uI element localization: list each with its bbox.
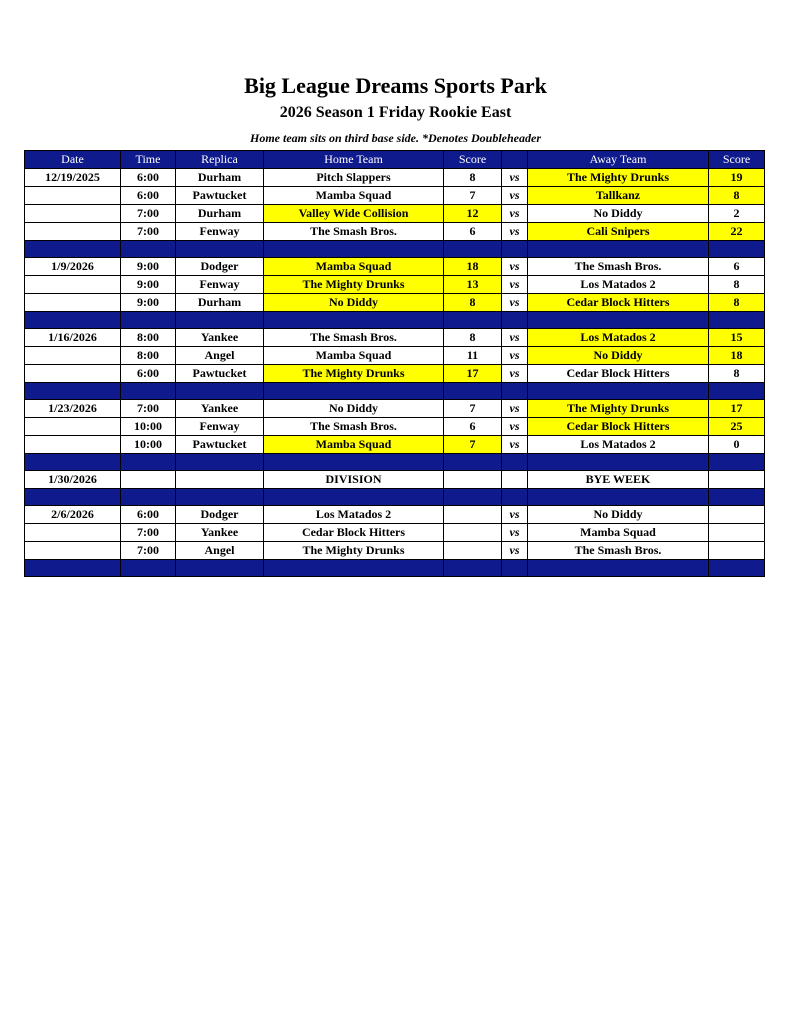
game-row <box>25 400 765 418</box>
date-cell <box>25 276 121 294</box>
game-row <box>25 542 765 560</box>
away-team-cell: Cali Snipers <box>528 223 709 241</box>
separator-cell <box>709 489 765 506</box>
replica-cell: Dodger <box>176 506 264 524</box>
vs-cell: vs <box>502 223 528 241</box>
replica-cell: Durham <box>176 205 264 223</box>
separator-cell <box>264 241 444 258</box>
home-team-cell: The Mighty Drunks <box>264 276 444 294</box>
separator-cell <box>121 241 176 258</box>
away-score-cell: 6 <box>709 258 765 276</box>
away-team-cell: Mamba Squad <box>528 524 709 542</box>
date-cell: 1/30/2026 <box>25 471 121 489</box>
home-team-cell: Cedar Block Hitters <box>264 524 444 542</box>
game-row <box>25 436 765 454</box>
replica-cell: Angel <box>176 347 264 365</box>
separator-cell <box>264 454 444 471</box>
home-team-cell: The Mighty Drunks <box>264 365 444 383</box>
away-score-cell: 19 <box>709 169 765 187</box>
schedule-note: Home team sits on third base side. *Denotes Doubleheader <box>250 131 541 145</box>
away-score-cell <box>709 506 765 524</box>
time-cell: 10:00 <box>121 436 176 454</box>
vs-cell: vs <box>502 400 528 418</box>
home-team-cell: Mamba Squad <box>264 258 444 276</box>
separator-cell <box>25 241 121 258</box>
replica-cell: Angel <box>176 542 264 560</box>
col-header-home-team: Home Team <box>264 151 444 169</box>
home-score-cell: 7 <box>444 436 502 454</box>
away-team-cell: Cedar Block Hitters <box>528 418 709 436</box>
separator-cell <box>121 383 176 400</box>
separator-cell <box>121 312 176 329</box>
week-separator-row <box>25 560 765 577</box>
separator-cell <box>502 312 528 329</box>
replica-cell: Yankee <box>176 329 264 347</box>
page-subtitle: 2026 Season 1 Friday Rookie East <box>279 104 512 121</box>
separator-cell <box>264 312 444 329</box>
replica-cell: Pawtucket <box>176 436 264 454</box>
date-cell <box>25 365 121 383</box>
game-row <box>25 506 765 524</box>
home-team-cell: Mamba Squad <box>264 436 444 454</box>
separator-cell <box>502 489 528 506</box>
vs-cell: vs <box>502 205 528 223</box>
home-score-cell: 7 <box>444 187 502 205</box>
vs-cell: vs <box>502 187 528 205</box>
separator-cell <box>25 489 121 506</box>
away-team-cell: Los Matados 2 <box>528 329 709 347</box>
date-cell: 2/6/2026 <box>25 506 121 524</box>
home-team-cell: Pitch Slappers <box>264 169 444 187</box>
game-row <box>25 258 765 276</box>
game-row <box>25 294 765 312</box>
away-score-cell: 18 <box>709 347 765 365</box>
replica-cell: Durham <box>176 169 264 187</box>
away-score-cell: 8 <box>709 365 765 383</box>
vs-cell: vs <box>502 542 528 560</box>
time-cell: 6:00 <box>121 187 176 205</box>
home-score-cell: 17 <box>444 365 502 383</box>
away-score-cell: 8 <box>709 187 765 205</box>
separator-cell <box>709 312 765 329</box>
away-team-cell: No Diddy <box>528 506 709 524</box>
away-team-cell: The Smash Bros. <box>528 258 709 276</box>
away-team-cell: Los Matados 2 <box>528 276 709 294</box>
separator-cell <box>121 489 176 506</box>
replica-cell: Fenway <box>176 223 264 241</box>
schedule-table <box>24 150 765 577</box>
time-cell: 7:00 <box>121 542 176 560</box>
home-team-cell: Valley Wide Collision <box>264 205 444 223</box>
separator-cell <box>25 454 121 471</box>
home-team-cell: The Smash Bros. <box>264 329 444 347</box>
separator-cell <box>528 241 709 258</box>
separator-cell <box>709 383 765 400</box>
separator-cell <box>264 560 444 577</box>
date-cell <box>25 418 121 436</box>
time-cell: 6:00 <box>121 169 176 187</box>
week-separator-row <box>25 454 765 471</box>
away-team-cell: No Diddy <box>528 205 709 223</box>
home-team-cell: The Mighty Drunks <box>264 542 444 560</box>
away-team-cell: The Smash Bros. <box>528 542 709 560</box>
away-team-cell: Cedar Block Hitters <box>528 294 709 312</box>
home-score-cell: 7 <box>444 400 502 418</box>
replica-cell: Yankee <box>176 524 264 542</box>
home-score-cell: 8 <box>444 294 502 312</box>
time-cell: 8:00 <box>121 347 176 365</box>
date-cell <box>25 524 121 542</box>
home-team-cell: No Diddy <box>264 294 444 312</box>
separator-cell <box>444 454 502 471</box>
vs-cell: vs <box>502 365 528 383</box>
date-cell <box>25 436 121 454</box>
vs-cell: vs <box>502 418 528 436</box>
separator-cell <box>444 489 502 506</box>
time-cell: 8:00 <box>121 329 176 347</box>
away-score-cell <box>709 524 765 542</box>
replica-cell: Pawtucket <box>176 187 264 205</box>
away-team-cell: BYE WEEK <box>528 471 709 489</box>
separator-cell <box>444 241 502 258</box>
date-cell <box>25 223 121 241</box>
home-score-cell: 12 <box>444 205 502 223</box>
separator-cell <box>25 312 121 329</box>
home-team-cell: No Diddy <box>264 400 444 418</box>
date-cell <box>25 542 121 560</box>
home-team-cell: Mamba Squad <box>264 187 444 205</box>
home-score-cell: 6 <box>444 223 502 241</box>
game-row <box>25 223 765 241</box>
away-score-cell: 8 <box>709 276 765 294</box>
time-cell: 7:00 <box>121 223 176 241</box>
home-team-cell: Mamba Squad <box>264 347 444 365</box>
separator-cell <box>176 560 264 577</box>
separator-cell <box>176 454 264 471</box>
separator-cell <box>709 241 765 258</box>
home-score-cell: 8 <box>444 329 502 347</box>
away-score-cell: 8 <box>709 294 765 312</box>
replica-cell: Fenway <box>176 276 264 294</box>
time-cell: 9:00 <box>121 276 176 294</box>
separator-cell <box>709 560 765 577</box>
vs-cell <box>502 471 528 489</box>
schedule-body <box>25 169 765 577</box>
home-score-cell: 6 <box>444 418 502 436</box>
time-cell: 9:00 <box>121 294 176 312</box>
away-score-cell: 2 <box>709 205 765 223</box>
away-score-cell: 0 <box>709 436 765 454</box>
replica-cell: Yankee <box>176 400 264 418</box>
separator-cell <box>528 312 709 329</box>
replica-cell <box>176 471 264 489</box>
date-cell: 1/16/2026 <box>25 329 121 347</box>
away-team-cell: Los Matados 2 <box>528 436 709 454</box>
home-score-cell <box>444 506 502 524</box>
separator-cell <box>121 454 176 471</box>
vs-cell: vs <box>502 294 528 312</box>
game-row <box>25 187 765 205</box>
vs-cell: vs <box>502 347 528 365</box>
date-cell: 12/19/2025 <box>25 169 121 187</box>
separator-cell <box>502 241 528 258</box>
separator-cell <box>176 383 264 400</box>
week-separator-row <box>25 489 765 506</box>
home-score-cell: 18 <box>444 258 502 276</box>
away-score-cell <box>709 542 765 560</box>
game-row <box>25 276 765 294</box>
away-score-cell: 17 <box>709 400 765 418</box>
game-row <box>25 524 765 542</box>
separator-cell <box>264 489 444 506</box>
vs-cell: vs <box>502 329 528 347</box>
separator-cell <box>25 383 121 400</box>
game-row <box>25 205 765 223</box>
date-cell <box>25 205 121 223</box>
separator-cell <box>176 241 264 258</box>
game-row <box>25 169 765 187</box>
home-team-cell: The Smash Bros. <box>264 418 444 436</box>
game-row <box>25 365 765 383</box>
col-header-away-score: Score <box>709 151 765 169</box>
week-separator-row <box>25 383 765 400</box>
col-header-home-score: Score <box>444 151 502 169</box>
away-team-cell: Cedar Block Hitters <box>528 365 709 383</box>
vs-cell: vs <box>502 506 528 524</box>
col-header-date: Date <box>25 151 121 169</box>
date-cell: 1/9/2026 <box>25 258 121 276</box>
time-cell: 6:00 <box>121 365 176 383</box>
replica-cell: Dodger <box>176 258 264 276</box>
separator-cell <box>444 560 502 577</box>
away-score-cell <box>709 471 765 489</box>
home-score-cell <box>444 471 502 489</box>
home-score-cell: 13 <box>444 276 502 294</box>
home-score-cell: 11 <box>444 347 502 365</box>
separator-cell <box>176 312 264 329</box>
separator-cell <box>528 454 709 471</box>
separator-cell <box>502 560 528 577</box>
home-score-cell: 8 <box>444 169 502 187</box>
separator-cell <box>25 560 121 577</box>
away-score-cell: 15 <box>709 329 765 347</box>
home-score-cell <box>444 524 502 542</box>
away-team-cell: Tallkanz <box>528 187 709 205</box>
replica-cell: Pawtucket <box>176 365 264 383</box>
time-cell: 10:00 <box>121 418 176 436</box>
vs-cell: vs <box>502 276 528 294</box>
vs-cell: vs <box>502 524 528 542</box>
home-team-cell: Los Matados 2 <box>264 506 444 524</box>
away-team-cell: No Diddy <box>528 347 709 365</box>
away-score-cell: 22 <box>709 223 765 241</box>
col-header-replica: Replica <box>176 151 264 169</box>
header-row <box>25 151 765 169</box>
game-row <box>25 418 765 436</box>
home-score-cell <box>444 542 502 560</box>
game-row <box>25 329 765 347</box>
separator-cell <box>121 560 176 577</box>
separator-cell <box>709 454 765 471</box>
home-team-cell: The Smash Bros. <box>264 223 444 241</box>
separator-cell <box>528 383 709 400</box>
week-separator-row <box>25 241 765 258</box>
away-team-cell: The Mighty Drunks <box>528 400 709 418</box>
separator-cell <box>444 312 502 329</box>
separator-cell <box>528 489 709 506</box>
replica-cell: Durham <box>176 294 264 312</box>
col-header-vs <box>502 151 528 169</box>
game-row <box>25 347 765 365</box>
vs-cell: vs <box>502 258 528 276</box>
time-cell: 6:00 <box>121 506 176 524</box>
away-score-cell: 25 <box>709 418 765 436</box>
replica-cell: Fenway <box>176 418 264 436</box>
week-separator-row <box>25 312 765 329</box>
game-row <box>25 471 765 489</box>
vs-cell: vs <box>502 436 528 454</box>
col-header-away-team: Away Team <box>528 151 709 169</box>
date-cell <box>25 294 121 312</box>
vs-cell: vs <box>502 169 528 187</box>
date-cell <box>25 187 121 205</box>
time-cell: 9:00 <box>121 258 176 276</box>
time-cell <box>121 471 176 489</box>
time-cell: 7:00 <box>121 524 176 542</box>
separator-cell <box>176 489 264 506</box>
date-cell: 1/23/2026 <box>25 400 121 418</box>
page-title: Big League Dreams Sports Park <box>244 73 547 98</box>
separator-cell <box>502 383 528 400</box>
time-cell: 7:00 <box>121 400 176 418</box>
time-cell: 7:00 <box>121 205 176 223</box>
away-team-cell: The Mighty Drunks <box>528 169 709 187</box>
separator-cell <box>528 560 709 577</box>
col-header-time: Time <box>121 151 176 169</box>
separator-cell <box>502 454 528 471</box>
home-team-cell: DIVISION <box>264 471 444 489</box>
date-cell <box>25 347 121 365</box>
separator-cell <box>264 383 444 400</box>
separator-cell <box>444 383 502 400</box>
